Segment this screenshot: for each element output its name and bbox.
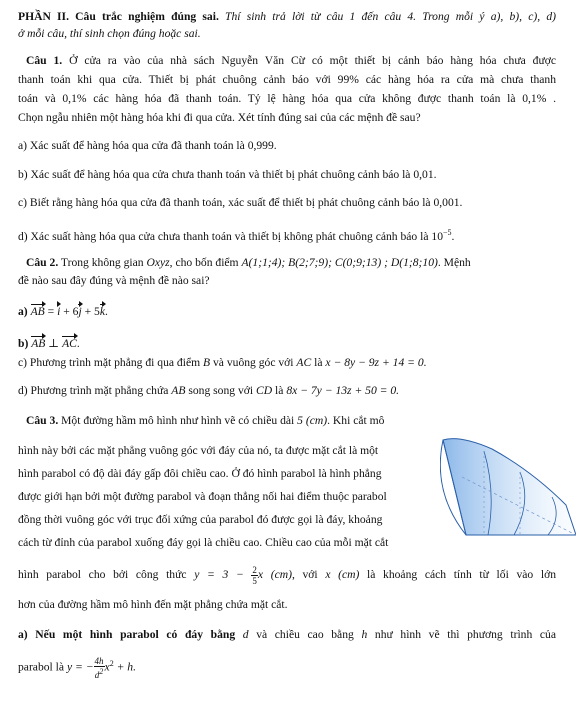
q2-label: Câu 2. bbox=[26, 256, 59, 269]
q1-stem-line-3: toán và 0,1% các hàng hóa đã thanh toán. Tỷ lệ hàng hóa qua cửa không được thanh toán là 0,1% . bbox=[18, 92, 556, 105]
q1-option-b: b) Xác suất để hàng hóa qua cửa chưa thanh toán và thiết bị phát chuông cảnh báo là 0,01. bbox=[18, 168, 437, 181]
q1-stem-line-2: thanh toán khi qua cửa. Thiết bị phát chuông cảnh báo với 99% các hàng hóa ra cửa mà chưa thanh bbox=[18, 73, 556, 86]
q1-stem-line-4: Chọn ngẫu nhiên một hàng hóa khi đi qua cửa. Xét tính đúng sai của các mệnh đề sau? bbox=[18, 111, 421, 124]
q2-option-c: c) Phương trình mặt phẳng đi qua điểm B và vuông góc với AC là x − 8y − 9z + 14 = 0. bbox=[18, 356, 427, 369]
q3-fraction: $\frac{2}{5}$ bbox=[252, 565, 257, 586]
q3-stem-line-5: đồng thời vuông góc với trục đối xứng của parabol đó được gọi là đáy, khoảng bbox=[18, 513, 383, 526]
q3-option-a-line-2: parabol là y = − $\frac{4h}{d^2}$ $x^2 + h$. bbox=[18, 656, 137, 680]
q3-stem-line-7: hình parabol cho bởi công thức y = 3 − $\frac{2}{5}$ x (cm), với x (cm) là khoảng cách tính từ lối vào lớn bbox=[18, 565, 556, 586]
q3-stem-line-3: hình parabol có độ dài đáy gấp đôi chiều cao. Ở đó hình parabol là hình phẳng bbox=[18, 467, 382, 480]
q1-option-d: d) Xác suất hàng hóa qua cửa chưa thanh toán và thiết bị không phát chuông cảnh báo là $10^{-5}$. bbox=[18, 228, 455, 243]
q1-stem-line-1: Câu 1. Ở cửa ra vào của nhà sách Nguyễn Văn Cừ có một thiết bị cảnh báo hàng hóa chưa được bbox=[26, 54, 556, 67]
q1-label: Câu 1. bbox=[26, 54, 63, 67]
section-title: PHẦN II. Câu trắc nghiệm đúng sai. bbox=[18, 10, 219, 23]
q1-d-value: $10^{-5}$ bbox=[431, 228, 452, 243]
q3-stem-line-2: hình này bởi các mặt phẳng vuông góc với đáy của nó, ta được mặt cắt là một bbox=[18, 444, 379, 457]
q3-a-fraction: $\frac{4h}{d^2}$ bbox=[94, 656, 104, 680]
q2-points: A(1;1;4); B(2;7;9); C(0;9;13) ; D(1;8;10) bbox=[241, 256, 438, 269]
q1-option-a: a) Xác suất để hàng hóa qua cửa đã thanh toán là 0,999. bbox=[18, 139, 277, 152]
q3-option-a-line-1: a) Nếu một hình parabol có đáy bằng d và chiều cao bằng h như hình vẽ thì phương trình của bbox=[18, 628, 556, 641]
q2-option-d: d) Phương trình mặt phẳng chứa AB song song với CD là 8x − 7y − 13z + 50 = 0. bbox=[18, 384, 400, 397]
q2-stem-line-2: đề nào sau đây đúng và mệnh đề nào sai? bbox=[18, 274, 210, 287]
q3-stem-line-8: hơn của đường hầm mô hình đến mặt phẳng chứa mặt cắt. bbox=[18, 598, 288, 611]
q3-label: Câu 3. bbox=[26, 414, 59, 427]
section-instruction-line-2: ở mỗi câu, thí sinh chọn đúng hoặc sai. bbox=[18, 27, 201, 40]
q2-option-a: a) AB = i + 6j + 5k. bbox=[18, 305, 108, 318]
q3-stem-line-1: Câu 3. Một đường hầm mô hình như hình vẽ có chiều dài 5 (cm). Khi cắt mô bbox=[26, 414, 385, 427]
section-instruction-line-1: PHẦN II. Câu trắc nghiệm đúng sai. Thí sinh trả lời từ câu 1 đến câu 4. Trong mỗi ý a), b), c), d) bbox=[18, 10, 556, 23]
q2-option-b: b) AB ⊥ AC. bbox=[18, 337, 80, 350]
q3-stem-line-6: cách từ đỉnh của parabol xuống đáy gọi là chiều cao. Chiều cao của mỗi mặt cắt bbox=[18, 536, 389, 549]
tunnel-figure bbox=[440, 437, 576, 547]
q2-stem-line-1: Câu 2. Trong không gian Oxyz, cho bốn điểm A(1;1;4); B(2;7;9); C(0;9;13) ; D(1;8;10). Mệnh bbox=[26, 256, 471, 269]
q3-stem-line-4: được giới hạn bởi một đường parabol và đoạn thẳng nối hai điểm thuộc parabol bbox=[18, 490, 387, 503]
q1-option-c: c) Biết rằng hàng hóa qua cửa đã thanh toán, xác suất để thiết bị phát chuông cảnh báo là 0,001. bbox=[18, 196, 463, 209]
